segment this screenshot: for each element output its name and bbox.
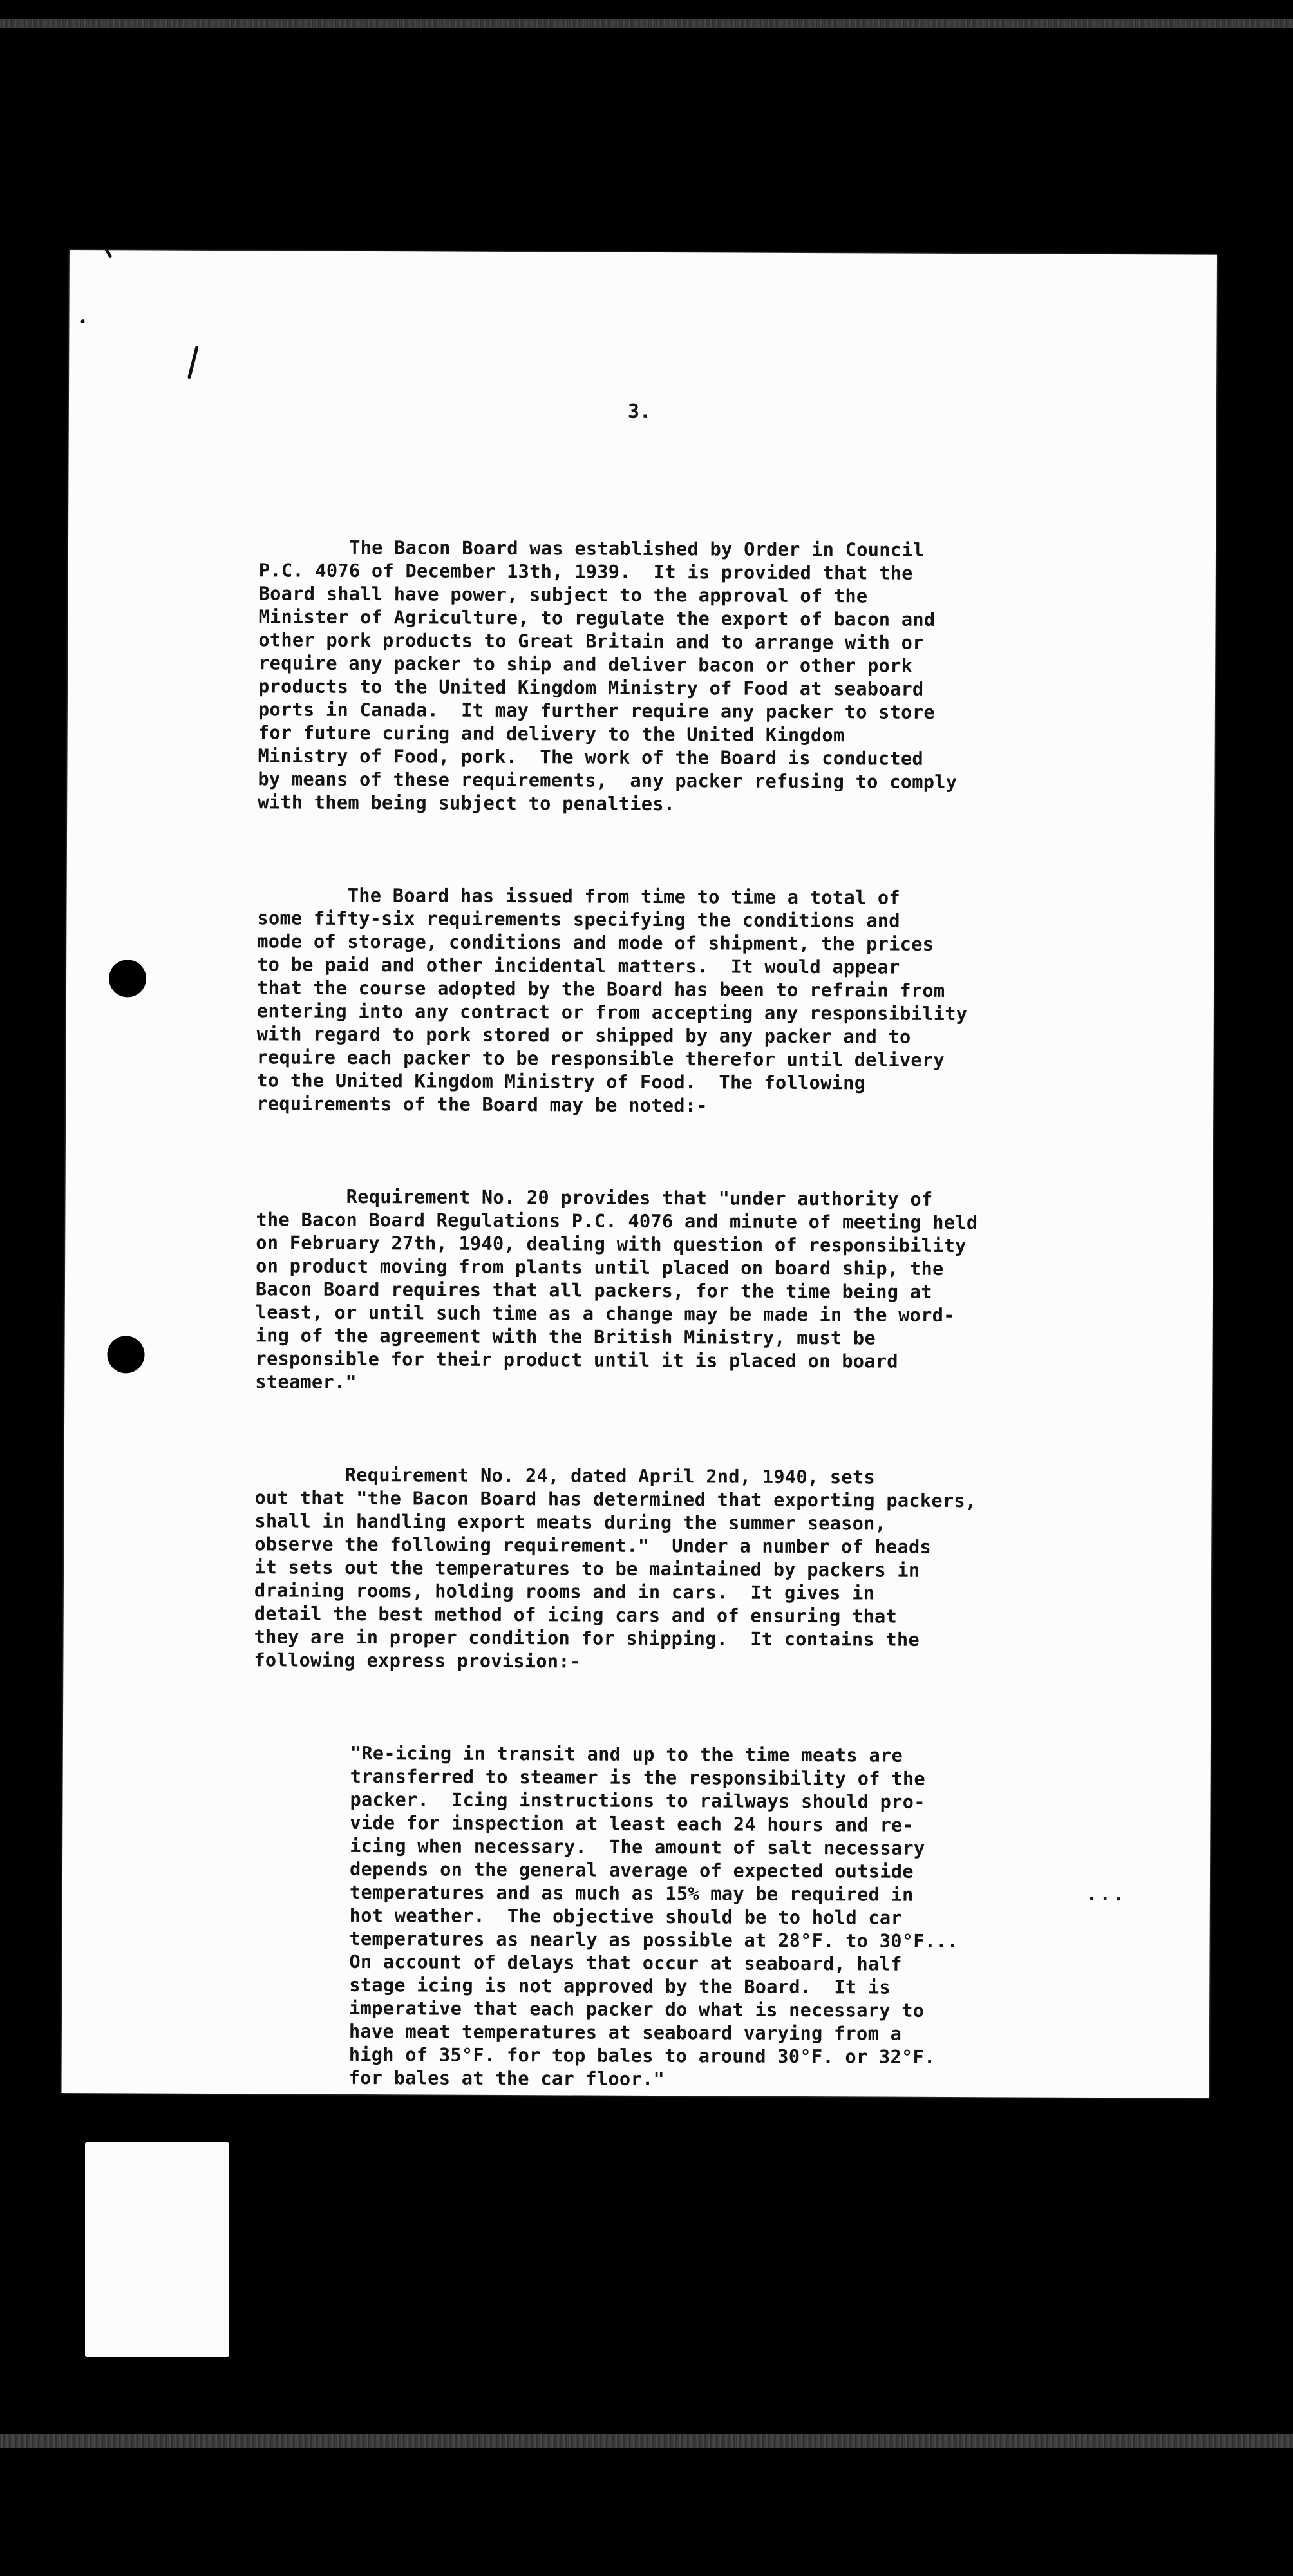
blank-slip — [85, 2142, 229, 2357]
paragraph: The Board has issued from time to time a total of some fifty-six requirements specifying the conditions and mode of storage, conditions and mode of shipment, the prices to be paid and other incidental matters. It would appear that the course adopted by the Board has been to refrain from entering into any contract or from accepting any responsibility with regard to pork stored or shipped by any packer and to require each packer to be responsible therefor until delivery to the United Kingdom Ministry of Food. The following requirements of the Board may be noted:- — [256, 884, 968, 1117]
punch-hole — [107, 1336, 144, 1373]
page-number: 3. — [627, 400, 652, 423]
paragraph: Requirement No. 20 provides that "under authority of the Bacon Board Regulations P.C. 4076 and minute of meeting held on February 27th, 1940, dealing with question of responsibility on product moving from plants until placed on board ship, the Bacon Board requires that all packers, for the time being at least, or until such time as a change may be made in the word- ing of the agreement with the British Ministry, must be responsible for their product until it is placed on board steamer." — [255, 1185, 978, 1393]
film-bottom-edge — [0, 2434, 1293, 2448]
punch-hole — [109, 960, 146, 997]
paragraph: Requirement No. 24, dated April 2nd, 1940, sets out that "the Bacon Board has determined that exporting packers, shall in handling export meats during the summer season, observe the following requirement." Under a number of heads it sets out the temperatures to be maintained by packers in draining rooms, holding rooms and in cars. It gives in detail the best method of icing cars and of ensuring that they are in proper condition for shipping. It contains the following express provision:- — [254, 1463, 977, 1672]
body-text — [252, 489, 1173, 2139]
scan-mark — [81, 319, 85, 323]
pen-mark — [187, 346, 199, 379]
paragraph: The Bacon Board was established by Order in Council P.C. 4076 of December 13th, 1939. It is provided that the Board shall have power, subject to the approval of the Minister of Agriculture, to regulate the export of bacon and other pork products to Great Britain and to arrange with or require any packer to ship and deliver bacon or other pork products to the United Kingdom Ministry of Food at seaboard ports in Canada. It may further require any packer to store for future curing and delivery to the United Kingdom Ministry of Food, pork. The work of the Board is conducted by means of these requirements, any packer refusing to comply with them being subject to penalties. — [258, 536, 958, 815]
continuation-mark: ... — [1086, 1883, 1127, 1906]
document-page — [62, 250, 1217, 2098]
scan-mark — [105, 249, 112, 258]
block-quote: "Re-icing in transit and up to the time meats are transferred to steamer is the responsibility of the packer. Icing instructions to railways should pro- vide for inspection at least each 24 hours and re- icing when necessary. The amount of salt necessary depends on the general average of expected outside temperatures and as much as 15% may be required in hot weather. The objective should be to hold car temperatures as nearly as possible at 28°F. to 30°F... On account of delays that occur at seaboard, half stage icing is not approved by the Board. It is imperative that each packer do what is necessary to have meat temperatures at seaboard varying from a high of 35°F. for top bales to around 30°F. or 32°F. for bales at the car floor." — [348, 1741, 959, 2090]
film-top-edge — [0, 19, 1293, 28]
